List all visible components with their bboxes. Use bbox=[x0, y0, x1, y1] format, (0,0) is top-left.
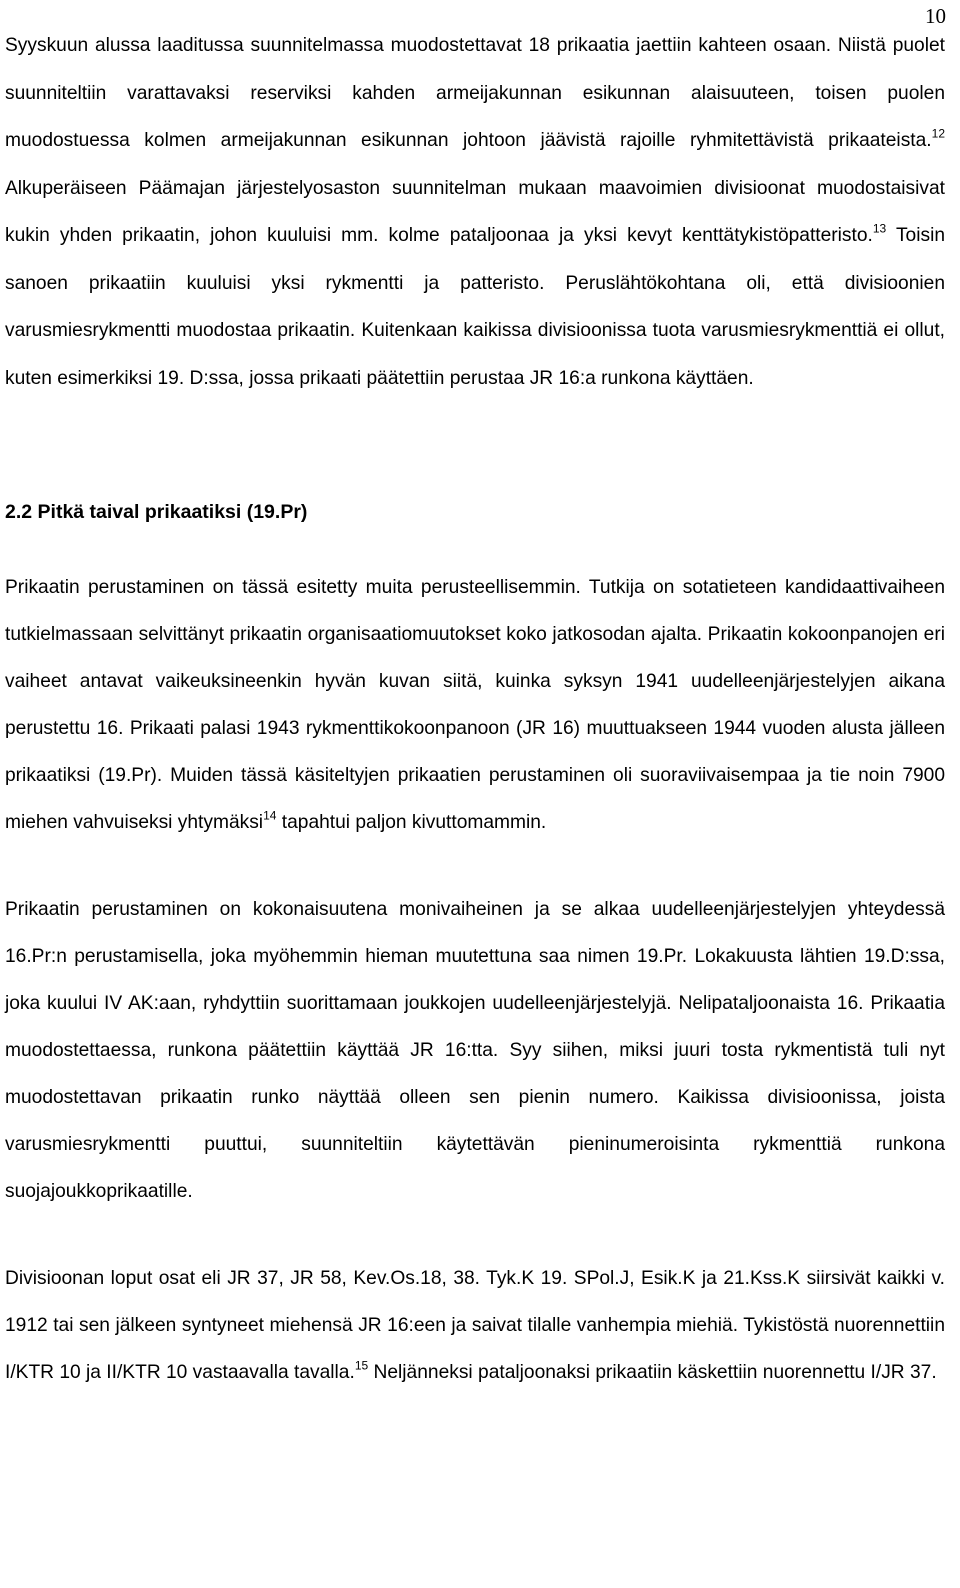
spacer bbox=[5, 536, 945, 564]
spacer bbox=[5, 402, 945, 489]
footnote-ref-13[interactable]: 13 bbox=[872, 221, 887, 236]
paragraph-text: Divisioonan loput osat eli JR 37, JR 58, Kev.Os.18, 38. Tyk.K 19. SPol.J, Esik.K ja 21.Kss.K siirsivät kaikki v. 1912 tai sen jälkeen syntyneet miehensä JR 16:een ja saivat tilalle vanhempia miehiä. Tykistöstä nuorennettiin I/KTR 10 ja II/KTR 10 vastaavalla tavalla. bbox=[5, 1268, 945, 1383]
paragraph-text: Prikaatin perustaminen on kokonaisuutena monivaiheinen ja se alkaa uudelleenjärjestelyjen yhteydessä 16.Pr:n perustamisella, joka myöhemmin hieman muutettuna saa nimen 19.Pr. Lokakuusta lähtien 19.D:ssa, joka kuului IV AK:aan, ryhdyttiin suorittamaan joukkojen uudelleenjärjestelyjä. Nelipataljoonaista 16. Prikaatia muodostettaessa, runkona päätettiin käyttää JR 16:tta. Syy siihen, miksi juuri tosta rykmentistä tuli nyt muodostettavan prikaatin runko näyttää olleen sen pienin numero. Kaikissa divisioonissa, joista varusmiesrykmentti puuttui, suunniteltiin käytettävän pieninumeroisinta rykmenttiä runkona suojajoukkoprikaatille. bbox=[5, 899, 945, 1202]
paragraph-text: tapahtui paljon kivuttomammin. bbox=[276, 812, 547, 833]
document-body bbox=[5, 22, 945, 1396]
spacer bbox=[5, 846, 945, 886]
footnote-ref-12[interactable]: 12 bbox=[931, 126, 945, 141]
spacer bbox=[5, 1215, 945, 1255]
paragraph-3 bbox=[5, 886, 945, 1215]
paragraph-text: Toisin sanoen prikaatiin kuuluisi yksi rykmentti ja patteristo. Peruslähtökohtana oli, että divisioonien varusmiesrykmentti muodostaa prikaatin. Kuitenkaan kaikissa divisioonissa tuota varusmiesrykmenttiä ei ollut, kuten esimerkiksi 19. D:ssa, jossa prikaati päätettiin perustaa JR 16:a runkona käyttäen. bbox=[5, 225, 945, 389]
footnote-ref-15[interactable]: 15 bbox=[354, 1358, 369, 1373]
section-heading: 2.2 Pitkä taival prikaatiksi (19.Pr) bbox=[5, 501, 308, 523]
paragraph-1 bbox=[5, 22, 945, 402]
paragraph-4 bbox=[5, 1255, 945, 1396]
paragraph-text: Alkuperäiseen Päämajan järjestelyosaston suunnitelman mukaan maavoimien divisioonat muodostaisivat kukin yhden prikaatin, johon kuuluisi mm. kolme pataljoonaa ja yksi kevyt kenttätykistöpatteristo. bbox=[5, 177, 945, 246]
paragraph-2 bbox=[5, 564, 945, 846]
footnote-ref-14[interactable]: 14 bbox=[263, 808, 277, 823]
page-number: 10 bbox=[925, 4, 946, 28]
paragraph-text: Neljänneksi pataljoonaksi prikaatiin käskettiin nuorennettu I/JR 37. bbox=[368, 1362, 937, 1383]
paragraph-text: Syyskuun alussa laaditussa suunnitelmassa muodostettavat 18 prikaatia jaettiin kahteen osaan. Niistä puolet suunniteltiin varattavaksi reserviksi kahden armeijakunnan esikunnan alaisuuteen, toisen puolen muodostuessa kolmen armeijakunnan esikunnan johtoon jäävistä rajoille ryhmitettävistä prikaateista. bbox=[5, 35, 945, 151]
paragraph-text: Prikaatin perustaminen on tässä esitetty muita perusteellisemmin. Tutkija on sotatieteen kandidaattivaiheen tutkielmassaan selvittänyt prikaatin organisaatiomuutokset koko jatkosodan ajalta. Prikaatin kokoonpanojen eri vaiheet antavat vaikeuksineenkin hyvän kuvan siitä, kuinka syksyn 1941 uudelleenjärjestelyjen aikana perustettu 16. Prikaati palasi 1943 rykmenttikokoonpanoon (JR 16) muuttuakseen 1944 vuoden alusta jälleen prikaatiksi (19.Pr). Muiden tässä käsiteltyjen prikaatien perustaminen oli suoraviivaisempaa ja tie noin 7900 miehen vahvuiseksi yhtymäksi bbox=[5, 577, 945, 833]
